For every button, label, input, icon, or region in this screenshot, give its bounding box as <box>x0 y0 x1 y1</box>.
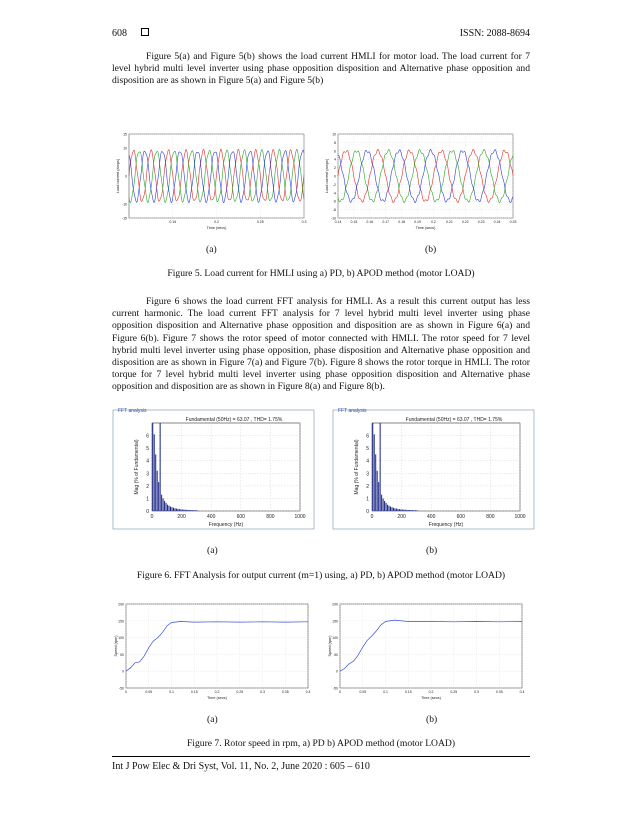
x-axis-label: Frequency (Hz) <box>208 522 244 528</box>
x-tick-label: 0.18 <box>398 220 406 224</box>
figure-6-caption: Figure 6. FFT Analysis for output current (m=1) using, a) PD, b) APOD method (motor LOAD) <box>136 570 506 581</box>
y-axis-label: Mag (% of Fundamental) <box>134 439 140 495</box>
x-tick-label: 400 <box>207 514 216 520</box>
fft-bar <box>191 510 192 511</box>
x-axis-label: Time (secs) <box>206 226 227 230</box>
y-tick-label: -15 <box>121 216 127 221</box>
fft-bar <box>387 505 388 511</box>
fft-bar <box>397 509 398 511</box>
x-tick-label: 0.21 <box>445 220 453 224</box>
figure-6a-label: (a) <box>207 545 218 556</box>
figure-5a-label: (a) <box>206 244 217 255</box>
fft-bar <box>386 503 387 511</box>
x-tick-label: 0.4 <box>519 690 525 694</box>
figure-6b-label: (b) <box>426 545 438 556</box>
fft-bar <box>374 434 375 511</box>
fundamental-thd-label: Fundamental (50Hz) = 63.07 , THD= 1.75% <box>405 417 503 423</box>
y-axis-label: Load current (amps) <box>116 158 120 194</box>
fft-panel-title: FFT analysis <box>338 408 367 414</box>
figure-7a-label: (a) <box>207 714 218 725</box>
issn: ISSN: 2088-8694 <box>459 28 530 39</box>
y-tick-label: 6 <box>146 433 149 440</box>
fft-bar <box>180 509 181 511</box>
x-tick-label: 0.24 <box>493 220 501 224</box>
x-tick-label: 0.25 <box>450 690 458 694</box>
y-tick-label: -50 <box>332 686 338 691</box>
x-tick-label: 0.25 <box>256 220 264 224</box>
fft-bar <box>417 510 418 511</box>
fft-bar <box>155 454 156 511</box>
y-tick-label: 150 <box>332 619 338 624</box>
figure-5a-chart <box>113 130 308 230</box>
x-tick-label: 0.3 <box>301 220 307 224</box>
fft-bar <box>384 501 385 511</box>
fft-bar <box>174 508 175 511</box>
x-tick-label: 200 <box>397 514 406 520</box>
x-tick-label: 0.15 <box>190 690 198 694</box>
x-tick-label: 0.1 <box>383 690 388 694</box>
x-tick-label: 1000 <box>514 514 526 520</box>
y-tick-label: 0 <box>122 669 124 674</box>
fft-bar <box>409 510 410 511</box>
fft-bar <box>389 506 390 511</box>
fft-bar <box>391 507 392 511</box>
y-tick-label: -6 <box>332 199 336 204</box>
y-tick-label: 2 <box>366 483 369 490</box>
figure-7-caption: Figure 7. Rotor speed in rpm, a) PD b) APOD method (motor LOAD) <box>186 738 456 749</box>
fft-bar <box>179 509 180 511</box>
paragraph-1: Figure 5(a) and Figure 5(b) shows the load current HMLI for motor load. The load current for 7 level hybrid multi level inverter using phase opposition disposition and Alternative phase opposition and disposition are as shown in Figure 5(a) and Figure 5(b) <box>112 51 530 87</box>
fft-bar <box>393 508 394 511</box>
y-tick-label: 100 <box>118 636 124 641</box>
y-tick-label: 0 <box>146 509 149 515</box>
x-tick-label: 0 <box>125 690 127 694</box>
y-tick-label: 200 <box>332 602 338 607</box>
x-tick-label: 0.2 <box>214 220 219 224</box>
fft-bar <box>189 510 190 511</box>
fft-bar <box>169 506 170 511</box>
figure-5b-chart <box>322 130 517 230</box>
y-tick-label: -4 <box>332 191 336 196</box>
y-tick-label: 6 <box>366 433 369 440</box>
fft-bar <box>176 509 177 511</box>
y-axis-label: Speed (rpm) <box>328 635 332 657</box>
y-axis-label: Mag (% of Fundamental) <box>354 439 360 495</box>
fft-bar <box>197 510 198 511</box>
fft-bar <box>402 509 403 511</box>
fft-bar <box>377 471 378 511</box>
x-tick-label: 0.23 <box>477 220 485 224</box>
y-tick-label: 5 <box>366 446 369 453</box>
x-tick-label: 0 <box>150 514 154 520</box>
fft-bar <box>186 510 187 511</box>
x-tick-label: 0.1 <box>169 690 174 694</box>
footer-journal: Int J Pow Elec & Dri Syst, Vol. 11, No. 2, June 2020 : 605 – 610 <box>112 761 370 772</box>
plot-area <box>372 423 520 511</box>
fft-bar <box>154 434 155 511</box>
fft-bar <box>161 495 162 511</box>
fft-bar <box>164 501 165 511</box>
x-tick-label: 0.2 <box>214 690 220 694</box>
fft-bar <box>390 507 391 511</box>
fft-bar <box>378 482 379 511</box>
y-tick-label: 50 <box>120 652 124 657</box>
y-tick-label: -8 <box>332 208 336 213</box>
y-tick-label: -50 <box>118 686 124 691</box>
y-tick-label: 1 <box>146 496 149 503</box>
fft-bar <box>408 510 409 511</box>
fft-bar <box>414 510 415 511</box>
fft-bar <box>405 510 406 511</box>
x-tick-label: 0.35 <box>495 690 503 694</box>
y-tick-label: 0 <box>336 669 338 674</box>
fft-bar <box>399 509 400 511</box>
fft-bar <box>194 510 195 511</box>
y-tick-label: 10 <box>332 132 336 137</box>
fft-bar <box>394 508 395 511</box>
fft-bar <box>383 498 384 511</box>
fft-bar <box>375 454 376 511</box>
plot-area <box>152 423 300 511</box>
figure-7b-label: (b) <box>426 714 438 725</box>
fft-panel-title: FFT analysis <box>118 408 147 414</box>
x-tick-label: 1000 <box>294 514 306 520</box>
fundamental-thd-label: Fundamental (50Hz) = 63.07 , THD= 1.75% <box>185 417 283 423</box>
x-tick-label: 600 <box>236 514 245 520</box>
x-tick-label: 0.22 <box>461 220 469 224</box>
fft-bar <box>381 495 382 511</box>
figure-7b-chart <box>326 600 526 702</box>
y-axis-label: Load current (amps) <box>325 158 329 194</box>
x-tick-label: 0.05 <box>145 690 153 694</box>
fft-bar <box>185 510 186 511</box>
fft-bar <box>403 510 404 511</box>
y-tick-label: 4 <box>366 458 369 465</box>
x-axis-label: Frequency (Hz) <box>428 522 464 528</box>
y-tick-label: -2 <box>332 182 336 187</box>
x-tick-label: 200 <box>177 514 186 520</box>
x-tick-label: 0.2 <box>428 690 434 694</box>
fft-bar <box>182 509 183 511</box>
y-tick-label: 2 <box>146 483 149 490</box>
x-tick-label: 600 <box>456 514 465 520</box>
x-tick-label: 0.3 <box>260 690 265 694</box>
x-tick-label: 0.19 <box>414 220 421 224</box>
y-tick-label: 2 <box>334 166 336 171</box>
y-tick-label: 3 <box>146 471 149 478</box>
y-tick-label: 5 <box>146 446 149 453</box>
y-tick-label: -10 <box>121 202 127 207</box>
x-tick-label: 0 <box>339 690 341 694</box>
x-tick-label: 0.14 <box>334 220 342 224</box>
y-axis-label: Speed (rpm) <box>114 635 118 657</box>
y-tick-label: 3 <box>366 471 369 478</box>
x-tick-label: 800 <box>266 514 275 520</box>
figure-6a-chart <box>112 405 315 530</box>
y-tick-label: 200 <box>118 602 124 607</box>
x-tick-label: 0.15 <box>169 220 177 224</box>
x-axis-label: Time (secs) <box>207 696 227 700</box>
figure-5-caption: Figure 5. Load current for HMLI using a) PD, b) APOD method (motor LOAD) <box>167 268 475 279</box>
y-tick-label: 4 <box>334 157 336 162</box>
fft-bar <box>411 510 412 511</box>
fft-bar <box>177 509 178 511</box>
fft-bar <box>406 510 407 511</box>
x-axis-label: Time (secs) <box>415 226 436 230</box>
y-tick-label: 1 <box>366 496 369 503</box>
x-tick-label: 0.15 <box>350 220 358 224</box>
x-tick-label: 0.25 <box>509 220 517 224</box>
x-tick-label: 0.2 <box>431 220 436 224</box>
paragraph-2: Figure 6 shows the load current FFT analysis for HMLI. As a result this current output has less current harmonic. The load current FFT analysis for 7 level hybrid multi level inverter using phase opposition disposition and Alternative phase opposition and disposition are as shown in Figure 6(a) and Figure 6(b). Figure 7 shows the rotor speed of motor connected with HMLI. The rotor speed for 7 level hybrid multi level inverter using phase opposition, phase disposition and Alternative phase opposition and disposition are as shown in Figure 7(a) and Figure 7(b). Figure 8 shows the rotor torque in HMLI. The rotor torque for 7 level hybrid multi level inverter using phase opposition disposition and Alternative phase opposition and disposition are as shown in Figure 8(a) and Figure 8(b). <box>112 296 530 393</box>
fft-bar <box>412 510 413 511</box>
figure-7a-chart <box>112 600 312 702</box>
x-tick-label: 0.3 <box>474 690 479 694</box>
x-tick-label: 0 <box>370 514 374 520</box>
x-tick-label: 400 <box>427 514 436 520</box>
page-number: 608 <box>112 28 127 39</box>
y-tick-label: 100 <box>332 636 338 641</box>
figure-5b-label: (b) <box>425 244 437 255</box>
checkbox-glyph-icon <box>141 28 149 36</box>
x-tick-label: 800 <box>486 514 495 520</box>
y-tick-label: 0 <box>334 174 336 179</box>
footer-rule <box>112 756 530 757</box>
y-tick-label: 6 <box>334 149 336 154</box>
x-tick-label: 0.17 <box>382 220 390 224</box>
x-tick-label: 0.25 <box>236 690 244 694</box>
fft-bar <box>183 510 184 511</box>
fft-bar <box>167 505 168 511</box>
y-tick-label: -10 <box>330 216 336 221</box>
x-tick-label: 0.35 <box>281 690 289 694</box>
y-tick-label: 4 <box>146 458 149 465</box>
fft-bar <box>188 510 189 511</box>
y-tick-label: 50 <box>334 652 338 657</box>
x-tick-label: 0.4 <box>305 690 311 694</box>
fft-bar <box>396 509 397 511</box>
fft-bar <box>158 482 159 511</box>
figure-6b-chart <box>332 405 535 530</box>
fft-bar <box>166 503 167 511</box>
fft-bar <box>170 507 171 511</box>
fft-bar <box>173 508 174 511</box>
fft-bar <box>160 423 161 511</box>
x-tick-label: 0.16 <box>366 220 374 224</box>
y-tick-label: 150 <box>118 619 124 624</box>
y-tick-label: 0 <box>366 509 369 515</box>
y-tick-label: 10 <box>123 146 127 151</box>
fft-bar <box>163 498 164 511</box>
fft-bar <box>192 510 193 511</box>
y-tick-label: 15 <box>123 132 127 137</box>
fft-bar <box>380 423 381 511</box>
fft-bar <box>415 510 416 511</box>
fft-bar <box>372 423 373 511</box>
x-axis-label: Time (secs) <box>421 696 441 700</box>
fft-bar <box>195 510 196 511</box>
fft-bar <box>157 471 158 511</box>
fft-bar <box>400 509 401 511</box>
y-tick-label: 8 <box>334 140 336 145</box>
x-tick-label: 0.15 <box>404 690 412 694</box>
fft-bar <box>152 423 153 511</box>
x-tick-label: 0.05 <box>359 690 367 694</box>
fft-bar <box>171 507 172 511</box>
y-tick-label: 0 <box>125 174 127 179</box>
